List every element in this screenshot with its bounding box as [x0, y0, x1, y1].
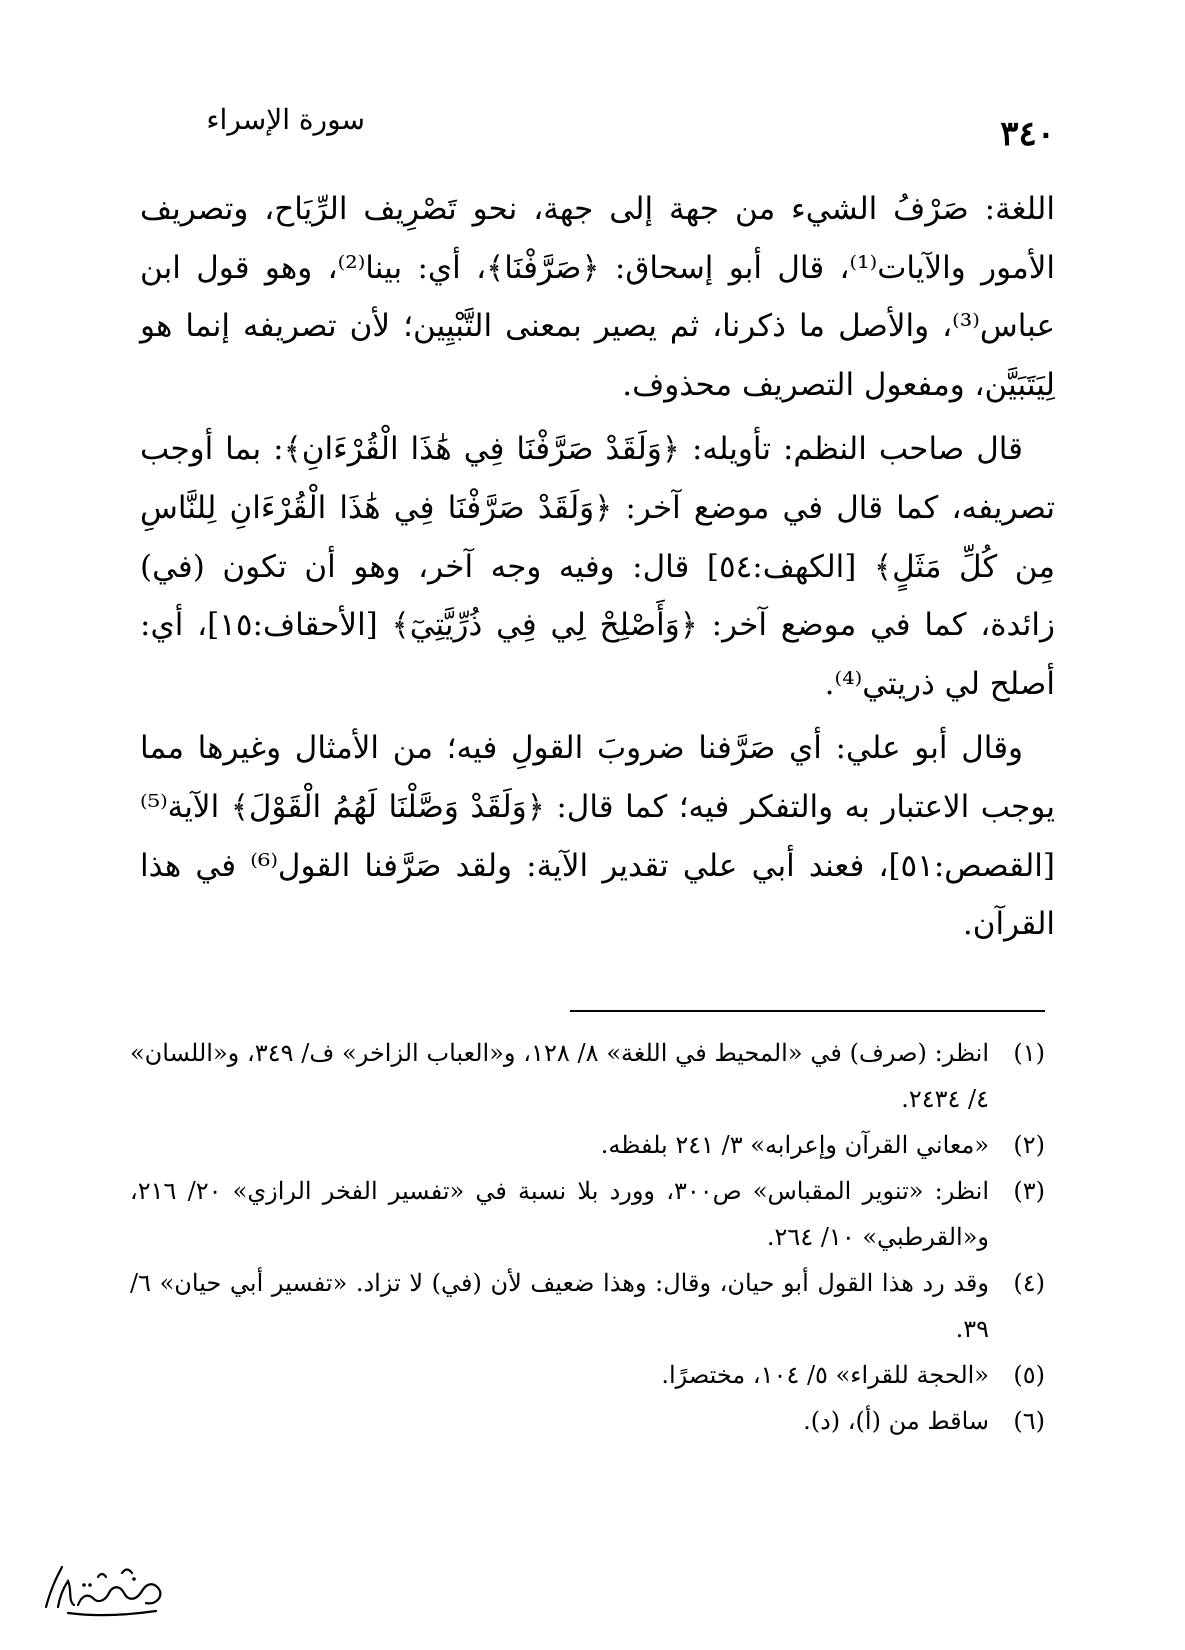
- footnote-text: انظر: (صرف) في «المحيط في اللغة» ٨/ ١٢٨، و«العباب الزاخر» ف/ ٣٤٩، و«اللسان» ٤/ ٢٤٣٤.: [130, 1039, 990, 1113]
- footnote-text: «الحجة للقراء» ٥/ ١٠٤، مختصرًا.: [661, 1361, 989, 1389]
- footnotes: [130, 1030, 1045, 1444]
- running-title: سورة الإسراء: [206, 103, 365, 136]
- paragraph: وقال أبو علي: أي صَرَّفنا ضروبَ القولِ فيه؛ من الأمثال وغيرها مما يوجب الاعتبار به والتفكر فيه؛ كما قال: ﴿وَلَقَدْ وَصَّلْنَا لَهُمُ الْقَوْلَ﴾ الآية⁽⁵⁾ [القصص:٥١]، فعند أبي علي تقدير الآية: ولقد صَرَّفنا القول⁽⁶⁾ في هذا القرآن.: [140, 730, 1055, 943]
- page-number: ٣٤٠: [1000, 114, 1055, 154]
- footnote: [130, 1352, 1045, 1398]
- footnote-text: وقد رد هذا القول أبو حيان، وقال: وهذا ضعيف لأن (في) لا تزاد. «تفسير أبي حيان» ٦/ ٣٩.: [130, 1269, 989, 1343]
- footnote-text: ساقط من (أ)، (د).: [803, 1407, 989, 1435]
- footnote-separator: [570, 1010, 1045, 1012]
- publisher-logo-icon: [38, 1555, 168, 1625]
- footnote-number: (٥): [1013, 1361, 1045, 1389]
- footnote-number: (٣): [1013, 1177, 1045, 1205]
- paragraph: اللغة: صَرْفُ الشيء من جهة إلى جهة، نحو تَصْرِيف الرِّيَاح، وتصريف الأمور والآيات⁽¹⁾، قال أبو إسحاق: ﴿صَرَّفْنَا﴾، أي: بينا⁽²⁾، وهو قول ابن عباس⁽³⁾، والأصل ما ذكرنا، ثم يصير بمعنى التَّبْيِين؛ لأن تصريفه إنما هو لِيَتَبَيَّن، ومفعول التصريف محذوف.: [140, 191, 1056, 403]
- footnote-number: (١): [1013, 1039, 1045, 1067]
- footnote: [130, 1168, 1045, 1260]
- paragraph: قال صاحب النظم: تأويله: ﴿وَلَقَدْ صَرَّفْنَا فِي هَٰذَا الْقُرْءَانِ﴾: بما أوجب تصريفه، كما قال في موضع آخر: ﴿وَلَقَدْ صَرَّفْنَا فِي هَٰذَا الْقُرْءَانِ لِلنَّاسِ مِن كُلِّ مَثَلٍ﴾ [الكهف:٥٤] قال: وفيه وجه آخر، وهو أن تكون (في) زائدة، كما في موضع آخر: ﴿وَأَصْلِحْ لِي فِي ذُرِّيَّتِيٓ﴾ [الأحقاف:١٥]، أي: أصلح لي ذريتي⁽⁴⁾.: [140, 431, 1056, 702]
- footnote: [130, 1260, 1045, 1352]
- footnote-number: (٤): [1013, 1269, 1045, 1297]
- footnote: [130, 1030, 1045, 1122]
- footnote: [130, 1122, 1045, 1168]
- footnote: [130, 1398, 1045, 1444]
- footnote-number: (٦): [1013, 1407, 1045, 1435]
- main-text: [140, 180, 1055, 960]
- footnote-text: «معاني القرآن وإعرابه» ٣/ ٢٤١ بلفظه.: [600, 1131, 989, 1159]
- footnote-number: (٢): [1013, 1131, 1045, 1159]
- footnote-text: انظر: «تنوير المقباس» ص٣٠٠، وورد بلا نسبة في «تفسير الفخر الرازي» ٢٠/ ٢١٦، و«القرطبي» ١٠/ ٢٦٤.: [130, 1177, 989, 1251]
